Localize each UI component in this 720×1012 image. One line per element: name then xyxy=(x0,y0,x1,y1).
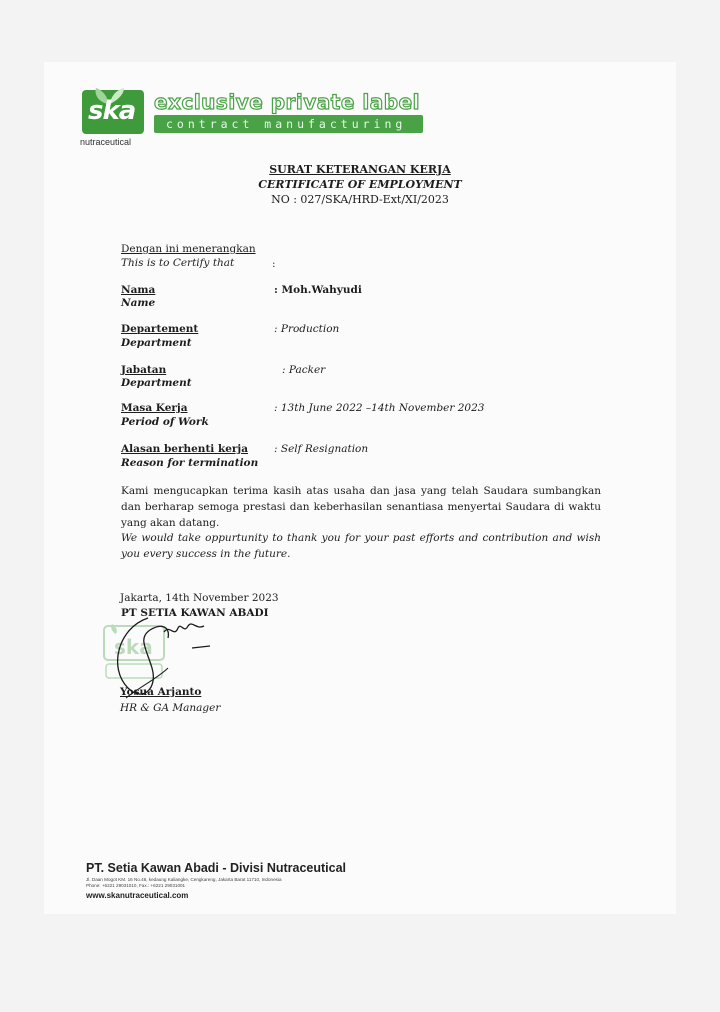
reason-value: : Self Resignation xyxy=(274,443,369,455)
closing-paragraph-en: We would take oppurtunity to thank you for your past efforts and contribution and wish you every success in the future. xyxy=(121,532,601,560)
name-label-id: Nama xyxy=(121,284,156,296)
name-label-en: Name xyxy=(121,297,156,309)
intro-label-en: This is to Certify that xyxy=(121,257,235,269)
footer-address: Jl. Daan Mogot KM. 16 No.46, kedaung Kaliangke, Cengkareng, Jakarta Barat 11710, Indonesia xyxy=(86,877,282,882)
position-label-id: Jabatan xyxy=(121,364,167,376)
intro-label-id: Dengan ini menerangkan xyxy=(121,243,256,255)
document-title-en: CERTIFICATE OF EMPLOYMENT xyxy=(258,178,462,191)
tagline-main: exclusive private label xyxy=(154,90,420,114)
position-label-en: Department xyxy=(121,377,192,389)
stamp-text: ska xyxy=(114,635,153,659)
tagline-sub: contract manufacturing xyxy=(154,115,423,133)
intro-colon: : xyxy=(272,258,276,270)
document-number: NO : 027/SKA/HRD-Ext/XI/2023 xyxy=(271,193,449,206)
document-title-id: SURAT KETERANGAN KERJA xyxy=(269,163,451,176)
period-label-id: Masa Kerja xyxy=(121,402,188,414)
signature-place-date: Jakarta, 14th November 2023 xyxy=(120,592,279,604)
logo-mark: ska xyxy=(88,96,136,126)
period-value: : 13th June 2022 –14th November 2023 xyxy=(274,402,485,414)
footer-company: PT. Setia Kawan Abadi - Divisi Nutraceutical xyxy=(86,861,347,875)
footer-website: www.skanutraceutical.com xyxy=(86,891,189,900)
signature-company: PT SETIA KAWAN ABADI xyxy=(121,607,269,619)
position-value: : Packer xyxy=(282,364,326,376)
closing-paragraph-id: Kami mengucapkan terima kasih atas usaha dan jasa yang telah Saudara sumbangkan dan berharap semoga prestasi dan keberhasilan senantiasa menyertai Saudara di waktu yang akan datang. xyxy=(121,485,601,529)
signatory-title: HR & GA Manager xyxy=(120,702,221,714)
footer-phone: Phone: +6221 29031010, Fax.: +6221 29031001 xyxy=(86,883,186,888)
logo-subtitle: nutraceutical xyxy=(80,137,132,147)
period-label-en: Period of Work xyxy=(121,416,209,428)
signatory-name: Yosua Arjanto xyxy=(120,686,202,698)
reason-label-en: Reason for termination xyxy=(121,457,259,469)
department-value: : Production xyxy=(274,323,340,335)
name-value: : Moh.Wahyudi xyxy=(274,284,362,296)
department-label-en: Department xyxy=(121,337,192,349)
reason-label-id: Alasan berhenti kerja xyxy=(121,443,249,455)
department-label-id: Departement xyxy=(121,323,199,335)
